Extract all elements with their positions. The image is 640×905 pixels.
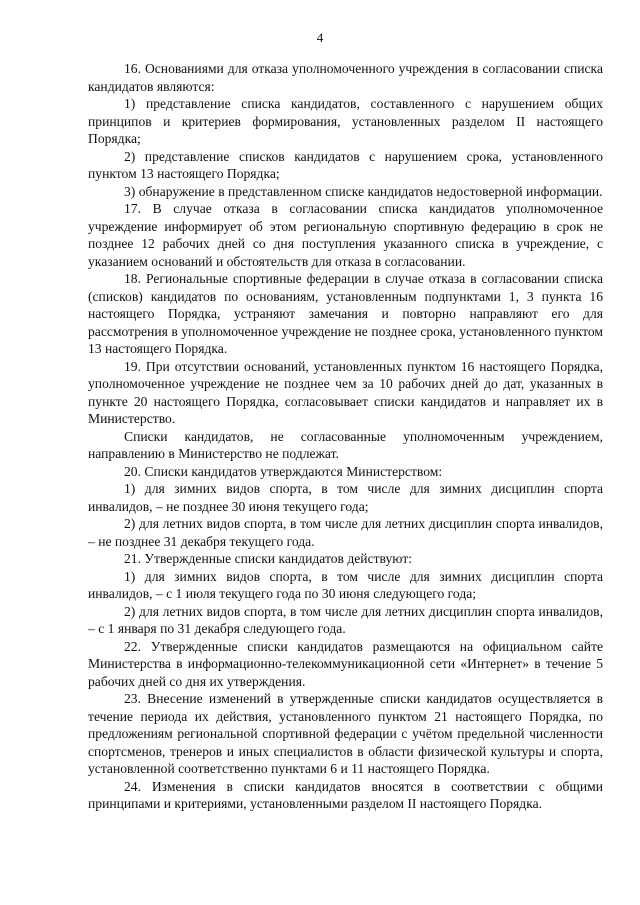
- paragraph-16-1: 1) представление списка кандидатов, составленного с нарушением общих принципов и критериев формирования, установленных разделом II настоящего Порядка;: [88, 96, 603, 146]
- paragraph-21-2: 2) для летних видов спорта, в том числе для летних дисциплин спорта инвалидов, – с 1 января по 31 декабря следующего года.: [88, 603, 603, 636]
- paragraph-16-2: 2) представление списков кандидатов с нарушением срока, установленного пунктом 13 настоящего Порядка;: [88, 148, 603, 181]
- paragraph-22: 22. Утвержденные списки кандидатов размещаются на официальном сайте Министерства в информационно-телекоммуникационной сети «Интернет» в течение 5 рабочих дней со дня их утверждения.: [88, 638, 603, 689]
- page-number: 4: [316, 30, 324, 45]
- paragraph-16-3: 3) обнаружение в представленном списке кандидатов недостоверной информации.: [124, 183, 603, 199]
- paragraph-19-note: Списки кандидатов, не согласованные уполномоченным учреждением, направлению в Министерство не подлежат.: [88, 428, 603, 461]
- paragraph-21-1: 1) для зимних видов спорта, в том числе для зимних дисциплин спорта инвалидов, – с 1 июля текущего года по 30 июня следующего года;: [88, 568, 603, 601]
- paragraph-20: 20. Списки кандидатов утверждаются Министерством:: [124, 463, 443, 479]
- document-body: [88, 60, 603, 813]
- paragraph-23: 23. Внесение изменений в утвержденные списки кандидатов осуществляется в течение периода их действия, установленного пунктом 21 настоящего Порядка, по предложениям региональной спортивной федерации с учётом предельной численности спортсменов, тренеров и иных специалистов в области физической культуры и спорта, установленной соответственно пунктами 6 и 11 настоящего Порядка.: [88, 691, 603, 776]
- paragraph-21: 21. Утвержденные списки кандидатов действуют:: [124, 551, 412, 566]
- paragraph-24: 24. Изменения в списки кандидатов вносятся в соответствии с общими принципами и критериями, установленными разделом II настоящего Порядка.: [88, 778, 603, 811]
- paragraph-18: 18. Региональные спортивные федерации в случае отказа в согласовании списка (списков) кандидатов по основаниям, установленным подпунктами 1, 3 пункта 16 настоящего Порядка, устраняют замечания и повторно направляют его для рассмотрения в уполномоченное учреждение не позднее срока, установленного пунктом 13 настоящего Порядка.: [88, 271, 603, 356]
- paragraph-16: 16. Основаниями для отказа уполномоченного учреждения в согласовании списка кандидатов являются:: [88, 61, 603, 94]
- paragraph-17: 17. В случае отказа в согласовании списка кандидатов уполномоченное учреждение информирует об этом региональную спортивную федерацию в срок не позднее 12 рабочих дней со дня поступления указанного списка в учреждение, с указанием оснований и обстоятельств для отказа в согласовании.: [88, 201, 603, 269]
- paragraph-20-1: 1) для зимних видов спорта, в том числе для зимних дисциплин спорта инвалидов, – не позднее 30 июня текущего года;: [88, 481, 603, 514]
- paragraph-19: 19. При отсутствии оснований, установленных пунктом 16 настоящего Порядка, уполномоченное учреждение не позднее чем за 10 рабочих дней до дат, указанных в пункте 20 настоящего Порядка, согласовывает списки кандидатов и направляет их в Министерство.: [88, 358, 603, 426]
- paragraph-20-2: 2) для летних видов спорта, в том числе для летних дисциплин спорта инвалидов, – не позднее 31 декабря текущего года.: [88, 516, 603, 549]
